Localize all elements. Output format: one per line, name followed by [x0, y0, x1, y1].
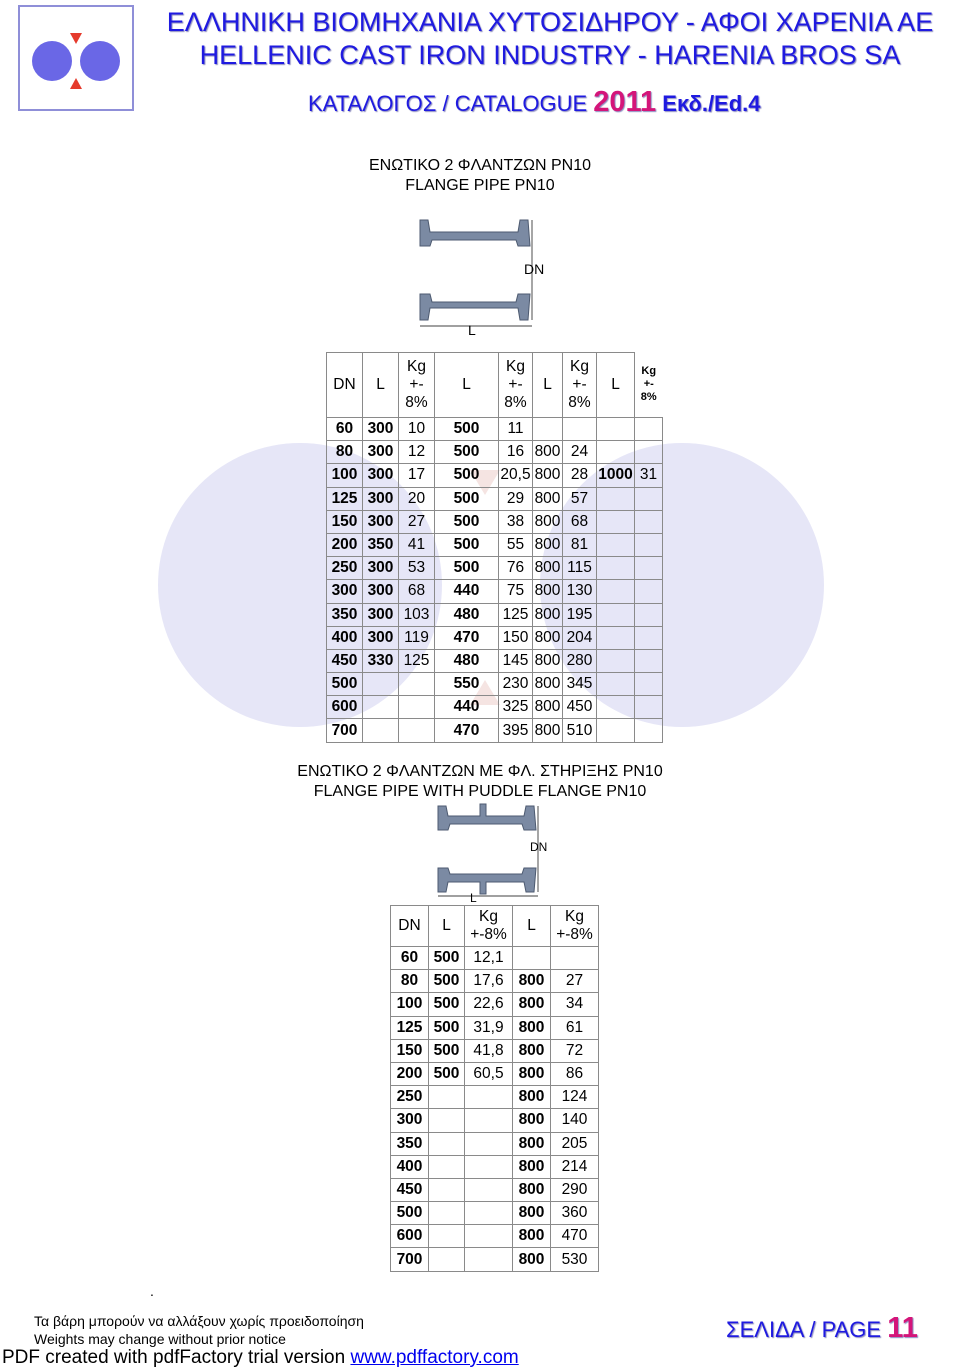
table-cell: 12,1 [465, 947, 513, 970]
table-cell: 800 [533, 603, 563, 626]
table-cell: 350 [363, 533, 399, 556]
diagram2-l-label: L [470, 891, 477, 904]
table-cell: 500 [429, 993, 465, 1016]
logo-mark-icon [20, 7, 132, 109]
table-cell [429, 1109, 465, 1132]
table-cell: 300 [363, 464, 399, 487]
table-cell: 300 [363, 510, 399, 533]
table-row [391, 1039, 599, 1062]
table-cell [465, 1132, 513, 1155]
table-cell: 12 [399, 441, 435, 464]
company-logo [18, 5, 134, 111]
table-cell [429, 1248, 465, 1271]
table-cell [429, 1202, 465, 1225]
header-kg: Kg +- 8% [399, 353, 435, 418]
table-cell: 81 [563, 533, 597, 556]
table-header-row [391, 906, 599, 947]
table-cell: 22,6 [465, 993, 513, 1016]
table-cell [597, 441, 635, 464]
table-cell: 510 [563, 719, 597, 742]
table-cell [363, 673, 399, 696]
table-cell [363, 696, 399, 719]
table-cell [465, 1086, 513, 1109]
table-cell [563, 418, 597, 441]
table-cell: 350 [327, 603, 363, 626]
catalog-edition-number: Εκδ./Ed.4 [656, 91, 761, 116]
table-cell [635, 510, 663, 533]
table-cell: 300 [363, 557, 399, 580]
table-cell: 500 [435, 441, 499, 464]
table-cell [635, 649, 663, 672]
table-cell: 800 [513, 1086, 551, 1109]
table-cell: 330 [363, 649, 399, 672]
table-cell: 125 [499, 603, 533, 626]
table-cell: 800 [533, 719, 563, 742]
table-cell [465, 1202, 513, 1225]
table-cell: 800 [533, 464, 563, 487]
table-cell: 345 [563, 673, 597, 696]
table-row [391, 1202, 599, 1225]
table-cell [429, 1155, 465, 1178]
table-row [391, 993, 599, 1016]
table-cell: 395 [499, 719, 533, 742]
table-cell [465, 1178, 513, 1201]
company-title-greek: ΕΛΛΗΝΙΚΗ ΒΙΟΜΗΧΑΝΙΑ ΧΥΤΟΣΙΔΗΡΟΥ - ΑΦΟΙ ΧΑΡΕΝΙΑ ΑΕ [166, 7, 934, 37]
table-cell: 450 [563, 696, 597, 719]
table-cell [465, 1155, 513, 1178]
section2-title-english: FLANGE PIPE WITH PUDDLE FLANGE PN10 [313, 783, 647, 800]
table-cell: 72 [551, 1039, 599, 1062]
table-row [391, 1178, 599, 1201]
table-cell [429, 1132, 465, 1155]
table-cell: 205 [551, 1132, 599, 1155]
table-cell: 800 [533, 557, 563, 580]
table-cell: 700 [327, 719, 363, 742]
company-title-english: HELLENIC CAST IRON INDUSTRY - HARENIA BROS SA [199, 40, 901, 70]
table-cell: 500 [429, 947, 465, 970]
table-row [391, 1086, 599, 1109]
table-cell: 530 [551, 1248, 599, 1271]
table-cell: 470 [435, 626, 499, 649]
puddle-flange-pipe-diagram [434, 800, 564, 904]
table-cell [597, 719, 635, 742]
table-row [391, 947, 599, 970]
table-cell: 360 [551, 1202, 599, 1225]
header-kg: Kg +- 8% [640, 365, 657, 404]
table-cell: 61 [551, 1016, 599, 1039]
table-cell [597, 510, 635, 533]
table-cell: 290 [551, 1178, 599, 1201]
table-cell: 800 [533, 510, 563, 533]
header-kg: Kg +- 8% [499, 353, 533, 418]
table-cell: 60,5 [465, 1062, 513, 1085]
table-cell: 28 [563, 464, 597, 487]
table-cell: 500 [391, 1202, 429, 1225]
table-cell [429, 1225, 465, 1248]
table-cell: 480 [435, 649, 499, 672]
table-cell: 17 [399, 464, 435, 487]
catalog-year: 2011 [593, 86, 657, 118]
header-kg: Kg +-8% [465, 906, 513, 947]
table-row [327, 719, 663, 742]
table-cell: 11 [499, 418, 533, 441]
table-cell: 130 [563, 580, 597, 603]
table-row [327, 649, 663, 672]
table-cell: 150 [327, 510, 363, 533]
table-cell: 16 [499, 441, 533, 464]
table-row [327, 487, 663, 510]
table-row [391, 1155, 599, 1178]
table-cell [635, 557, 663, 580]
table-cell: 75 [499, 580, 533, 603]
table-cell: 800 [513, 1178, 551, 1201]
table-cell [429, 1178, 465, 1201]
table-row [327, 626, 663, 649]
catalog-label: ΚΑΤΑΛΟΓΟΣ / CATALOGUE [308, 91, 594, 116]
table-cell [635, 673, 663, 696]
header-l: L [513, 906, 551, 947]
table-cell [635, 487, 663, 510]
table-cell [597, 626, 635, 649]
table-cell: 300 [363, 441, 399, 464]
table-cell: 125 [327, 487, 363, 510]
table-cell: 800 [513, 1202, 551, 1225]
header-l: L [435, 353, 499, 418]
flange-pipe-table [326, 352, 663, 743]
table-cell: 140 [551, 1109, 599, 1132]
table-cell: 500 [435, 533, 499, 556]
table-cell [597, 696, 635, 719]
table-row [391, 970, 599, 993]
table-cell [513, 947, 551, 970]
table-cell: 300 [363, 603, 399, 626]
table-cell: 800 [513, 1062, 551, 1085]
table-cell: 125 [391, 1016, 429, 1039]
table-cell: 440 [435, 696, 499, 719]
header-l: L [363, 353, 399, 418]
table-cell: 41 [399, 533, 435, 556]
page-label: ΣΕΛΙΔΑ / PAGE [726, 1317, 888, 1342]
pdf-credit [2, 1347, 519, 1369]
table-cell: 800 [513, 1155, 551, 1178]
table-cell: 29 [499, 487, 533, 510]
table-cell: 800 [533, 441, 563, 464]
table-row [327, 603, 663, 626]
table-cell [597, 533, 635, 556]
table-cell: 214 [551, 1155, 599, 1178]
table-cell [533, 418, 563, 441]
table-cell: 800 [533, 649, 563, 672]
table-cell: 250 [327, 557, 363, 580]
table-header-row [327, 353, 663, 418]
table-cell: 200 [327, 533, 363, 556]
table-cell: 53 [399, 557, 435, 580]
table-cell: 800 [533, 696, 563, 719]
table-cell [635, 441, 663, 464]
table-cell: 800 [513, 1132, 551, 1155]
table-cell [597, 603, 635, 626]
table-cell [597, 649, 635, 672]
table-cell: 800 [513, 1225, 551, 1248]
table-row [327, 441, 663, 464]
puddle-flange-pipe-table [390, 905, 599, 1272]
table-cell: 125 [399, 649, 435, 672]
table-cell: 800 [533, 673, 563, 696]
table-cell [465, 1109, 513, 1132]
table-cell: 470 [551, 1225, 599, 1248]
table-cell: 31,9 [465, 1016, 513, 1039]
catalog-edition [308, 86, 761, 119]
table-cell: 800 [533, 487, 563, 510]
table-cell: 60 [391, 947, 429, 970]
table-cell: 24 [563, 441, 597, 464]
table-cell: 300 [327, 580, 363, 603]
section2-title-greek: ΕΝΩΤΙΚΟ 2 ΦΛΑΝΤΖΩΝ ΜΕ ΦΛ. ΣΤΗΡΙΞΗΣ PN10 [297, 763, 663, 780]
table-cell: 500 [435, 510, 499, 533]
table-cell [465, 1248, 513, 1271]
table-cell: 300 [363, 580, 399, 603]
table-cell: 300 [363, 418, 399, 441]
table-cell: 600 [327, 696, 363, 719]
table-cell: 250 [391, 1086, 429, 1109]
header-kg: Kg +- 8% [563, 353, 597, 418]
table-cell: 230 [499, 673, 533, 696]
table-cell: 800 [513, 1016, 551, 1039]
table-cell: 57 [563, 487, 597, 510]
table-cell: 350 [391, 1132, 429, 1155]
page-indicator [726, 1312, 918, 1345]
table-cell [635, 580, 663, 603]
table-cell [399, 696, 435, 719]
table-cell [635, 719, 663, 742]
table-cell: 400 [327, 626, 363, 649]
table-cell: 20,5 [499, 464, 533, 487]
section1-title-english: FLANGE PIPE PN10 [405, 177, 555, 194]
header-l: L [533, 353, 563, 418]
table-cell: 500 [435, 557, 499, 580]
table-cell: 800 [513, 993, 551, 1016]
table-row [391, 1016, 599, 1039]
table-cell: 800 [513, 970, 551, 993]
table-cell: 17,6 [465, 970, 513, 993]
table-cell: 20 [399, 487, 435, 510]
table-cell: 450 [391, 1178, 429, 1201]
table-cell [597, 418, 635, 441]
table-row [327, 673, 663, 696]
table-cell: 68 [399, 580, 435, 603]
table-row [327, 580, 663, 603]
table-cell: 280 [563, 649, 597, 672]
table-cell: 550 [435, 673, 499, 696]
table-cell: 34 [551, 993, 599, 1016]
table-cell: 450 [327, 649, 363, 672]
table-cell: 55 [499, 533, 533, 556]
table-cell: 800 [533, 626, 563, 649]
table-cell: 10 [399, 418, 435, 441]
table-cell: 195 [563, 603, 597, 626]
table-cell: 325 [499, 696, 533, 719]
table-cell [465, 1225, 513, 1248]
table-cell: 80 [391, 970, 429, 993]
table-cell: 300 [363, 487, 399, 510]
table-cell [399, 719, 435, 742]
pdf-credit-text: PDF created with pdfFactory trial version [2, 1347, 351, 1368]
table-cell: 800 [513, 1039, 551, 1062]
table-row [327, 557, 663, 580]
table-cell: 103 [399, 603, 435, 626]
table-cell: 800 [513, 1248, 551, 1271]
table-cell: 400 [391, 1155, 429, 1178]
table-cell: 500 [429, 970, 465, 993]
table-cell: 100 [327, 464, 363, 487]
flange-pipe-diagram [414, 216, 564, 338]
table-cell: 76 [499, 557, 533, 580]
table-cell: 500 [429, 1062, 465, 1085]
table-cell: 115 [563, 557, 597, 580]
header-l: L [597, 353, 635, 418]
table-cell: 1000 [597, 464, 635, 487]
table-cell [635, 603, 663, 626]
table-row [391, 1132, 599, 1155]
table-cell: 100 [391, 993, 429, 1016]
table-cell: 300 [391, 1109, 429, 1132]
table-cell: 145 [499, 649, 533, 672]
table-row [391, 1109, 599, 1132]
weights-note-greek: Τα βάρη μπορούν να αλλάξουν χωρίς προειδοποίηση [34, 1313, 364, 1329]
table-cell: 800 [533, 580, 563, 603]
table-cell: 480 [435, 603, 499, 626]
table-row [327, 510, 663, 533]
table-cell [635, 533, 663, 556]
table-cell: 470 [435, 719, 499, 742]
table-cell: 500 [435, 487, 499, 510]
table-cell: 86 [551, 1062, 599, 1085]
table-cell: 600 [391, 1225, 429, 1248]
table-cell: 41,8 [465, 1039, 513, 1062]
table-cell: 300 [363, 626, 399, 649]
diagram1-l-label: L [468, 322, 476, 338]
table-row [391, 1062, 599, 1085]
table-cell: 500 [429, 1039, 465, 1062]
table-cell [399, 673, 435, 696]
table-row [327, 696, 663, 719]
table-cell: 700 [391, 1248, 429, 1271]
table-cell: 440 [435, 580, 499, 603]
table-row [327, 418, 663, 441]
table-cell [597, 580, 635, 603]
table-cell: 68 [563, 510, 597, 533]
table-cell [635, 418, 663, 441]
table-cell: 124 [551, 1086, 599, 1109]
table-cell: 500 [435, 464, 499, 487]
table-cell [363, 719, 399, 742]
header-dn: DN [391, 906, 429, 947]
weights-note-english: Weights may change without prior notice [34, 1331, 286, 1347]
pdffactory-link[interactable]: www.pdffactory.com [350, 1347, 519, 1368]
table-cell: 119 [399, 626, 435, 649]
table-cell: 31 [635, 464, 663, 487]
table-row [391, 1248, 599, 1271]
header-l: L [429, 906, 465, 947]
table-cell: 200 [391, 1062, 429, 1085]
table-cell: 27 [399, 510, 435, 533]
table-cell: 800 [533, 533, 563, 556]
diagram2-dn-label: DN [530, 840, 548, 854]
header-kg: Kg +-8% [551, 906, 599, 947]
table-cell [597, 557, 635, 580]
header-dn: DN [327, 353, 363, 418]
table-cell: 60 [327, 418, 363, 441]
diagram1-dn-label: DN [524, 261, 545, 277]
table-cell [635, 696, 663, 719]
table-cell: 500 [435, 418, 499, 441]
footer-dot: . [150, 1283, 154, 1299]
section1-title-greek: ΕΝΩΤΙΚΟ 2 ΦΛΑΝΤΖΩΝ PN10 [368, 157, 592, 174]
table-cell [551, 947, 599, 970]
table-cell: 80 [327, 441, 363, 464]
table-cell: 150 [391, 1039, 429, 1062]
table-cell: 500 [327, 673, 363, 696]
table-cell: 500 [429, 1016, 465, 1039]
table-row [327, 533, 663, 556]
table-cell [597, 673, 635, 696]
table-row [391, 1225, 599, 1248]
table-cell: 150 [499, 626, 533, 649]
page-number: 11 [887, 1312, 918, 1344]
table-cell [597, 487, 635, 510]
table-cell: 38 [499, 510, 533, 533]
table-cell: 800 [513, 1109, 551, 1132]
table-cell [429, 1086, 465, 1109]
table-cell [635, 626, 663, 649]
table-cell: 204 [563, 626, 597, 649]
table-row [327, 464, 663, 487]
table-cell: 27 [551, 970, 599, 993]
